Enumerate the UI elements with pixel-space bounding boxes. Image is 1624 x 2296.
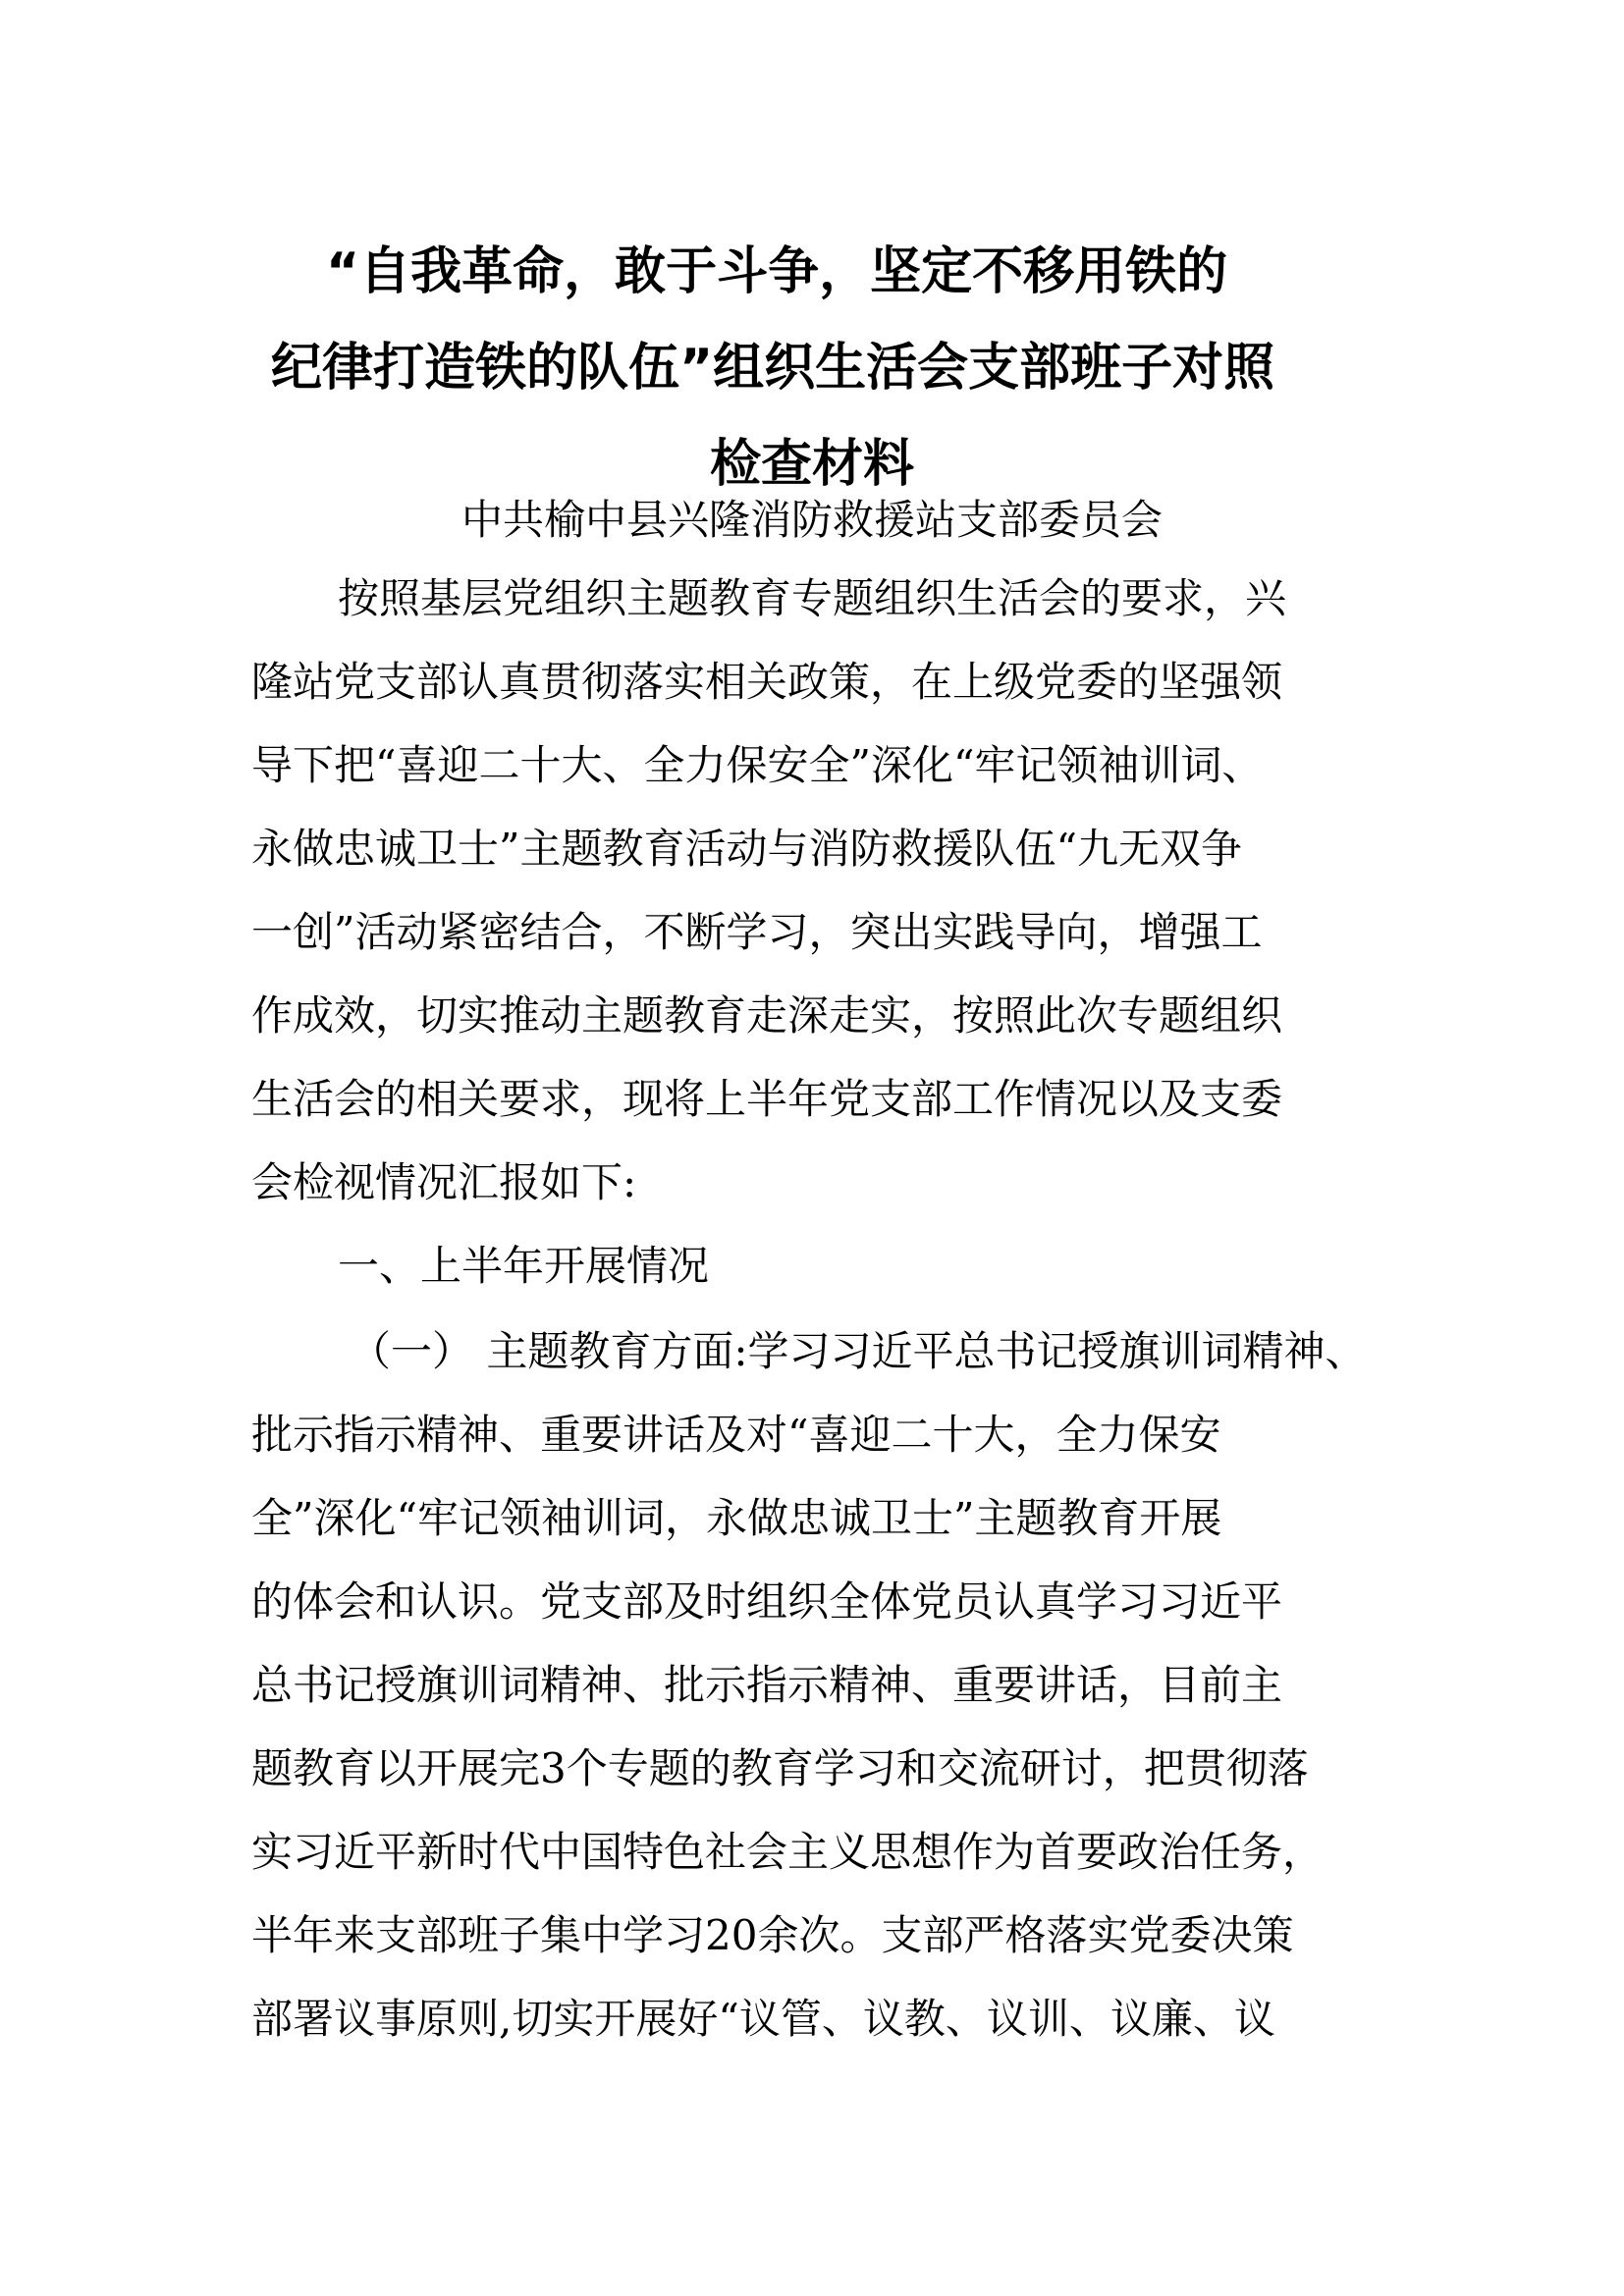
subsection-line: 总书记授旗训词精神、批示指示精神、重要讲话，目前主 [251,1661,1283,1709]
subsection-line: 半年来支部班子集中学习20余次。支部严格落实党委决策 [251,1911,1294,1959]
intro-line: 永做忠诚卫士”主题教育活动与消防救援队伍“九无双争 [251,825,1242,873]
intro-line: 导下把“喜迎二十大、全力保安全”深化“牢记领袖训词、 [251,741,1264,789]
subsection-line: 实习近平新时代中国特色社会主义思想作为首要政治任务， [251,1828,1325,1876]
title-line-3: 检查材料 [709,435,914,494]
subsection-line: 批示指示精神、重要讲话及对“喜迎二十大，全力保安 [251,1411,1221,1459]
document-body [251,0,1410,2296]
intro-line: 会检视情况汇报如下: [251,1158,637,1206]
subsection-line: 部署议事原则,切实开展好“议管、议教、议训、议廉、议 [251,1995,1275,2043]
subsection-first-line [350,1324,1367,1379]
subsection-label: （一） [350,1327,474,1375]
subsection-line: 全”深化“牢记领袖训词，永做忠诚卫士”主题教育开展 [251,1494,1222,1542]
subsection-line: 题教育以开展完3个专题的教育学习和交流研讨，把贯彻落 [251,1744,1309,1792]
intro-line: 按照基层党组织主题教育专题组织生活会的要求，兴 [338,574,1287,622]
subsection-heading: 主题教育方面: [486,1327,748,1375]
issuer-organization: 中共榆中县兴隆消防救援站支部委员会 [460,496,1163,544]
title-line-2: 纪律打造铁的队伍”组织生活会支部班子对照 [271,339,1275,398]
section-heading: 一、上半年开展情况 [338,1242,710,1290]
intro-line: 作成效，切实推动主题教育走深走实，按照此次专题组织 [251,991,1283,1040]
subsection-first-line-text: 学习习近平总书记授旗训词精神、 [747,1327,1367,1375]
intro-line: 隆站党支部认真贯彻落实相关政策，在上级党委的坚强领 [251,658,1283,706]
title-line-1: “自我革命，敢于斗争，坚定不移用铁的 [326,242,1228,301]
intro-line: 生活会的相关要求，现将上半年党支部工作情况以及支委 [251,1075,1283,1123]
subsection-line: 的体会和认识。党支部及时组织全体党员认真学习习近平 [251,1577,1283,1626]
intro-line: 一创”活动紧密结合，不断学习，突出实践导向，增强工 [251,908,1263,956]
